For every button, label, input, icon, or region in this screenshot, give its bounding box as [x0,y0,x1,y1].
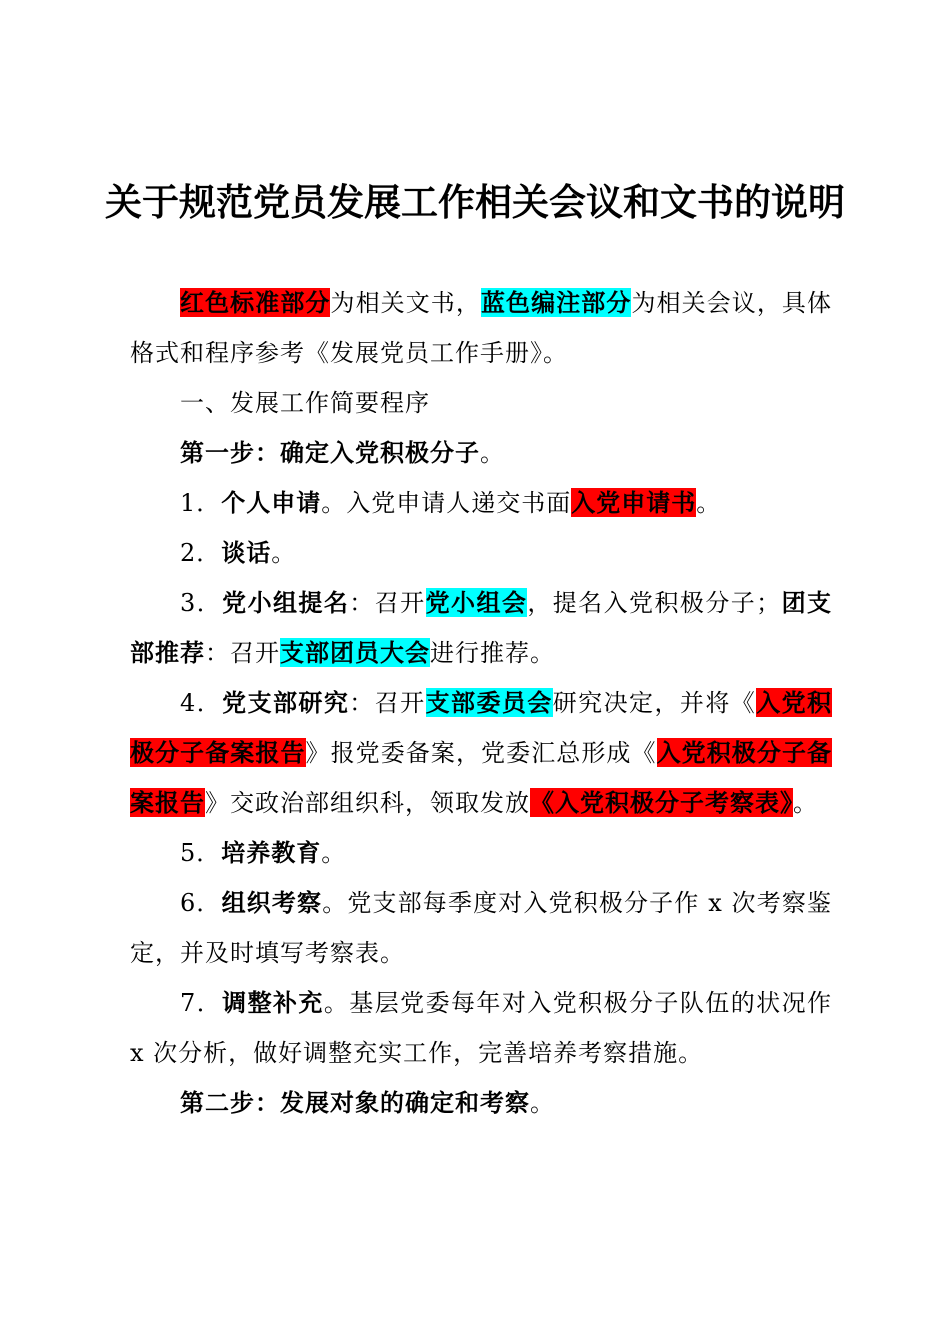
step2-label: 第二步：发展对象的确定和考察 [180,1088,530,1117]
item-number: 6． [180,889,222,917]
item-label: 谈话 [221,538,272,567]
item-label: 组织考察 [221,888,323,917]
item-end: 。 [696,489,722,517]
intro-text-1: 为相关文书， [330,289,481,317]
item-number: 7． [180,989,223,1017]
item-label: 调整补充 [222,988,324,1017]
document-body [130,278,832,1128]
intro-text-2: 为相关会议，具体格式和程序参考《发展党员工作手册》。 [130,289,833,367]
step1-heading [130,428,832,478]
item-5 [130,828,832,878]
step1-label: 第一步：确定入党积极分子 [180,438,480,467]
cyan-meeting-highlight: 党小组会 [425,588,528,617]
item-text: 进行推荐。 [430,639,555,667]
item-label: 培养教育 [221,838,322,867]
item-label: 党小组提名 [222,588,350,617]
item-label-2: 团支部推荐 [130,588,833,667]
item-text: 。基层党委每年对入党积极分子队伍的状况作 x 次分析，做好调整充实工作，完善培养考察措施。 [130,989,833,1067]
cyan-meeting-highlight: 支部委员会 [425,688,553,717]
cyan-meeting-highlight: 支部团员大会 [280,638,430,667]
red-document-highlight: 入党积极分子备案报告 [130,738,833,817]
item-text: ：召开 [349,589,426,617]
item-end: 。 [793,789,818,817]
red-document-highlight: 入党积极分子备案报告 [130,688,833,767]
item-text: 。入党申请人递交书面 [321,489,572,517]
item-6 [130,878,832,978]
step2-end: 。 [530,1089,555,1117]
item-3 [130,578,832,678]
item-4 [130,678,832,828]
item-text: 研究决定，并将《 [552,689,757,717]
item-label: 党支部研究 [222,688,350,717]
section-heading: 一、发展工作简要程序 [180,389,430,417]
red-document-highlight: 《入党积极分子考察表》 [530,788,793,817]
document-title: 关于规范党员发展工作相关会议和文书的说明 [105,180,845,224]
item-end: 。 [271,539,297,567]
step2-heading [130,1078,832,1128]
intro-paragraph [130,278,832,378]
item-2 [130,528,832,578]
item-label: 个人申请 [221,488,322,517]
item-text: ：召开 [205,639,280,667]
item-number: 5． [180,839,222,867]
item-text: 。党支部每季度对入党积极分子作 x 次考察鉴定，并及时填写考察表。 [130,889,832,967]
cyan-legend-highlight: 蓝色编注部分 [480,288,632,317]
red-legend-highlight: 红色标准部分 [180,288,331,317]
item-number: 1． [180,489,222,517]
item-text: ：召开 [349,689,426,717]
item-text: 》报党委备案，党委汇总形成《 [305,739,657,767]
item-7 [130,978,832,1078]
item-end: 。 [321,839,347,867]
item-number: 2． [180,539,222,567]
item-number: 3． [180,589,223,617]
item-1 [130,478,832,528]
item-text: ，提名入党积极分子； [527,589,782,617]
item-text: 》交政治部组织科，领取发放 [205,789,530,817]
step1-end: 。 [480,439,505,467]
red-document-highlight: 入党申请书 [571,488,697,517]
item-number: 4． [180,689,223,717]
